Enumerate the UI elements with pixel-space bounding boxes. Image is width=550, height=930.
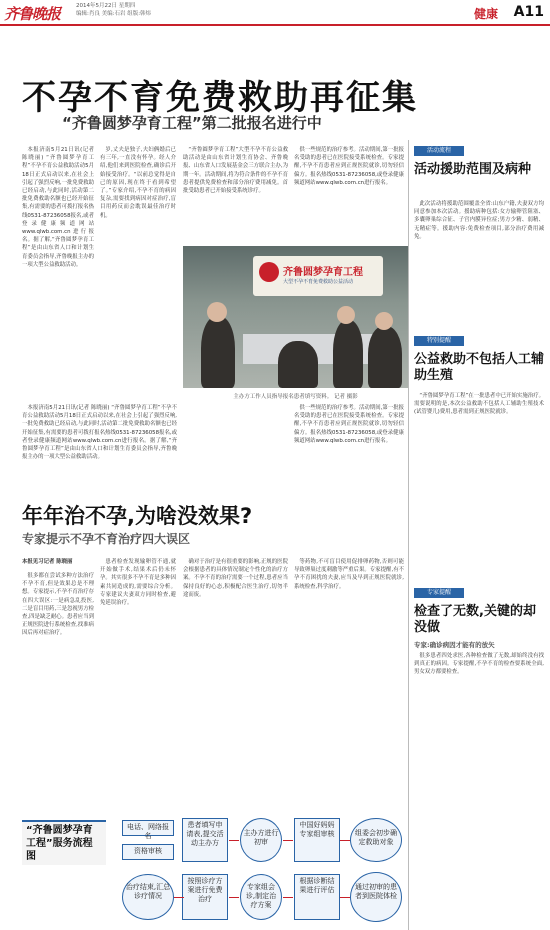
flow-arrow: [340, 897, 350, 898]
main-subhead: “齐鲁圆梦孕育工程”第二批报名进行中: [62, 114, 322, 132]
flow-step-1: 患者填写申请表,提交活动主办方: [182, 818, 228, 862]
article-column-continued: 本报济南5月21日讯(记者 陈晓丽) “齐鲁圆梦孕育工程”不孕不育公益救助活动5月18日正式启动以来,在社会上引起了强烈反响,一批免费救助已经启动,与此同时,活动第二批免费救助名额也已经开始征集,有需要的患者可拨打报名热线0531-87236058报名,或者登录健康频道网站www.qlwb.com.cn进行报名。据了解,“齐鲁圆梦孕育工程”是由山东省人口和计划生育委员会指导,齐鲁晚报主办的一项大型公益救助活动。: [22, 405, 177, 461]
section-label: 健康: [473, 7, 498, 21]
issue-date: 2014年5月22日 星期四: [76, 3, 136, 9]
flow-step-4: 组委会初步确定救助对象: [350, 818, 402, 862]
article-column-2: 岁,丈夫是独子,夫妇俩婚后已有三年,一直没有怀孕。经人介绍,他们来到医院检查,确诊后开始接受治疗。“以前总觉得是自己的原因,现在终于看到希望了。”专家介绍,不孕不育的病因复杂,需要找到病因对症治疗,盲目用药反而会耽误最佳治疗时机。: [100, 147, 176, 219]
second-headline: 年年治不孕,为啥没效果?: [22, 504, 253, 528]
news-photo: [183, 246, 408, 388]
person-head: [207, 302, 227, 322]
masthead: [0, 0, 550, 26]
newspaper-logo: 齐鲁晚报: [4, 5, 61, 23]
photo-caption: 主办方工作人员指导报名患者填写资料。 记者 摄影: [233, 394, 358, 400]
byline: 本报见习记者 陈晓丽: [22, 559, 73, 565]
sidebar-title-1: 活动援助范围及病种: [414, 162, 532, 177]
sidebar-title-2: 公益救助不包括人工辅助生殖: [414, 352, 545, 383]
person-figure: [368, 326, 402, 388]
sidebar-body-2: “齐鲁圆梦孕育工程”在一批患者中已开始实施治疗。需要说明的是,本次公益救助不包括人工辅助生殖技术(试管婴儿)费用,患者需到正规医院就诊。: [414, 393, 544, 416]
sidebar-body-1: 此次活动将援助范围覆盖全省:山东户籍,夫妻双方均同意参加本次活动。援助病种包括:女方输卵管阻塞、多囊卵巢综合征、子宫内膜异位症;男方少精、弱精、无精症等。援助内容:免费检查项目,部分治疗费用减免。: [414, 201, 544, 240]
person-head: [337, 306, 355, 324]
flow-step-2: 主办方进行初审: [240, 818, 282, 862]
person-head: [375, 312, 393, 330]
sidebar-body-3: 很多患者四处求医,各种检查做了无数,却始终没有找到真正的病因。专家提醒,不孕不育的检查要系统全面,男女双方都要检查。: [414, 653, 544, 676]
flow-step-hotline: 电话、网络报名: [122, 820, 174, 836]
person-figure: [201, 316, 235, 388]
flow-arrow: [229, 897, 239, 898]
flow-step-7: 专家组会诊,制定治疗方案: [240, 874, 282, 920]
issue-meta: [76, 2, 151, 18]
article-column-1: 本报济南5月21日讯(记者 陈晓丽) “齐鲁圆梦孕育工程”不孕不育公益救助活动5月18日正式启动以来,在社会上引起了强烈反响,一批免费救助已经启动,与此同时,活动第二批免费救助名额也已经开始征集,有需要的患者可拨打报名热线0531-87236058报名,或者登录健康频道网站www.qlwb.com.cn进行报名。据了解,“齐鲁圆梦孕育工程”是由山东省人口和计划生育委员会指导,齐鲁晚报主办的一项大型公益救助活动。: [22, 147, 94, 268]
second-subhead: 专家提示不孕不育治疗四大误区: [22, 532, 191, 546]
banner-title: 齐鲁圆梦孕育工程: [283, 267, 363, 278]
flow-step-6: 根据诊断结果进行评估: [294, 874, 340, 920]
article-column-3: “齐鲁圆梦孕育工程”大型不孕不育公益救助活动是由山东省计划生育协会、齐鲁晚报、山东省人口发展基金会三方联合主办,为期一年。活动期间,将为符合条件的不孕不育患者提供免费检查和部分治疗费用减免。首批受助患者已开始接受系统诊疗。: [183, 147, 288, 195]
flow-step-3: 中国好妈妈专家组审核: [294, 818, 340, 862]
emblem-icon: [259, 262, 279, 282]
sidebar-tag-1: 活动流程: [414, 146, 464, 156]
sidebar-title-3: 检查了无数,关键的却没做: [414, 604, 536, 635]
person-figure: [278, 341, 318, 388]
article-column-4: 供一些规范的治疗参考。活动期间,第一批报名受助的患者已在医院接受系统检查。专家提醒,不孕不育患者应到正规医院就诊,切勿轻信偏方。报名热线0531-87236058,或登录健康频道网站www.qlwb.com.cn进行报名。: [294, 147, 404, 186]
main-headline: 不孕不育免费救助再征集: [22, 78, 418, 118]
banner-subtitle: 大型不孕不育免费救助公益活动: [283, 279, 354, 285]
sidebar-tag-2: 特别提醒: [414, 336, 464, 346]
sidebar-subtitle-3: 专家:确诊病因才能有的放矢: [414, 641, 495, 649]
article2-column-4: 等药物,不可盲目使用促排卵药物,否则可能导致卵巢过度刺激等严重后果。专家提醒,有不孕不育困扰的夫妻,应当及早到正规医院就诊,系统检查,科学治疗。: [294, 559, 404, 590]
person-figure: [333, 320, 363, 388]
article-column-continued-2: 供一些规范的治疗参考。活动期间,第一批报名受助的患者已在医院接受系统检查。专家提醒,不孕不育患者应到正规医院就诊,切勿轻信偏方。报名热线0531-87236058,或登录健康频道网站www.qlwb.com.cn进行报名。: [294, 405, 404, 444]
event-banner: [253, 256, 383, 296]
page-number: A11: [513, 4, 544, 20]
sidebar-tag-3: 专家提醒: [414, 588, 464, 598]
article2-column-1: 很多都在尝试多种方法治疗不孕不育,但是效果总是不理想。专家提示,不孕不育治疗存在四大误区:一是病急乱投医,二是盲目用药,三是忽视男方检查,四是缺乏耐心。患者应当到正规医院进行系统检查,找准病因后再对症治疗。: [22, 573, 94, 637]
editor-line: 编辑:肖良 美编:石岩 组版:韩炜: [76, 11, 152, 17]
flow-arrow: [340, 840, 350, 841]
flow-arrow: [283, 897, 293, 898]
flowchart-title: “齐鲁圆梦孕育工程”服务流程图: [22, 820, 106, 865]
flow-step-8: 治疗结束,汇总诊疗情况: [122, 874, 174, 920]
sidebar-divider: [408, 140, 409, 930]
flow-arrow: [283, 840, 293, 841]
flow-arrow: [229, 840, 239, 841]
flow-step-5: 通过初审的患者到医院体检: [350, 872, 402, 922]
flow-step-review: 资格审核: [122, 844, 174, 860]
flow-step-9: 按照诊疗方案进行免费治疗: [182, 874, 228, 920]
flow-arrow: [174, 897, 184, 898]
article2-column-3: 确对于治疗是有很重要的影响,正规的医院会根据患者的具体情况制定个性化的治疗方案。不孕不育的治疗需要一个过程,患者应当保持良好的心态,积极配合医生治疗,切勿半途而废。: [183, 559, 288, 598]
article2-column-2: 患者检查发现输卵管不通,就开始做手术,结果术后仍未怀孕。其实很多不孕不育是多种因素共同造成的,需要综合分析。专家建议夫妻双方同时检查,避免延误治疗。: [100, 559, 176, 607]
